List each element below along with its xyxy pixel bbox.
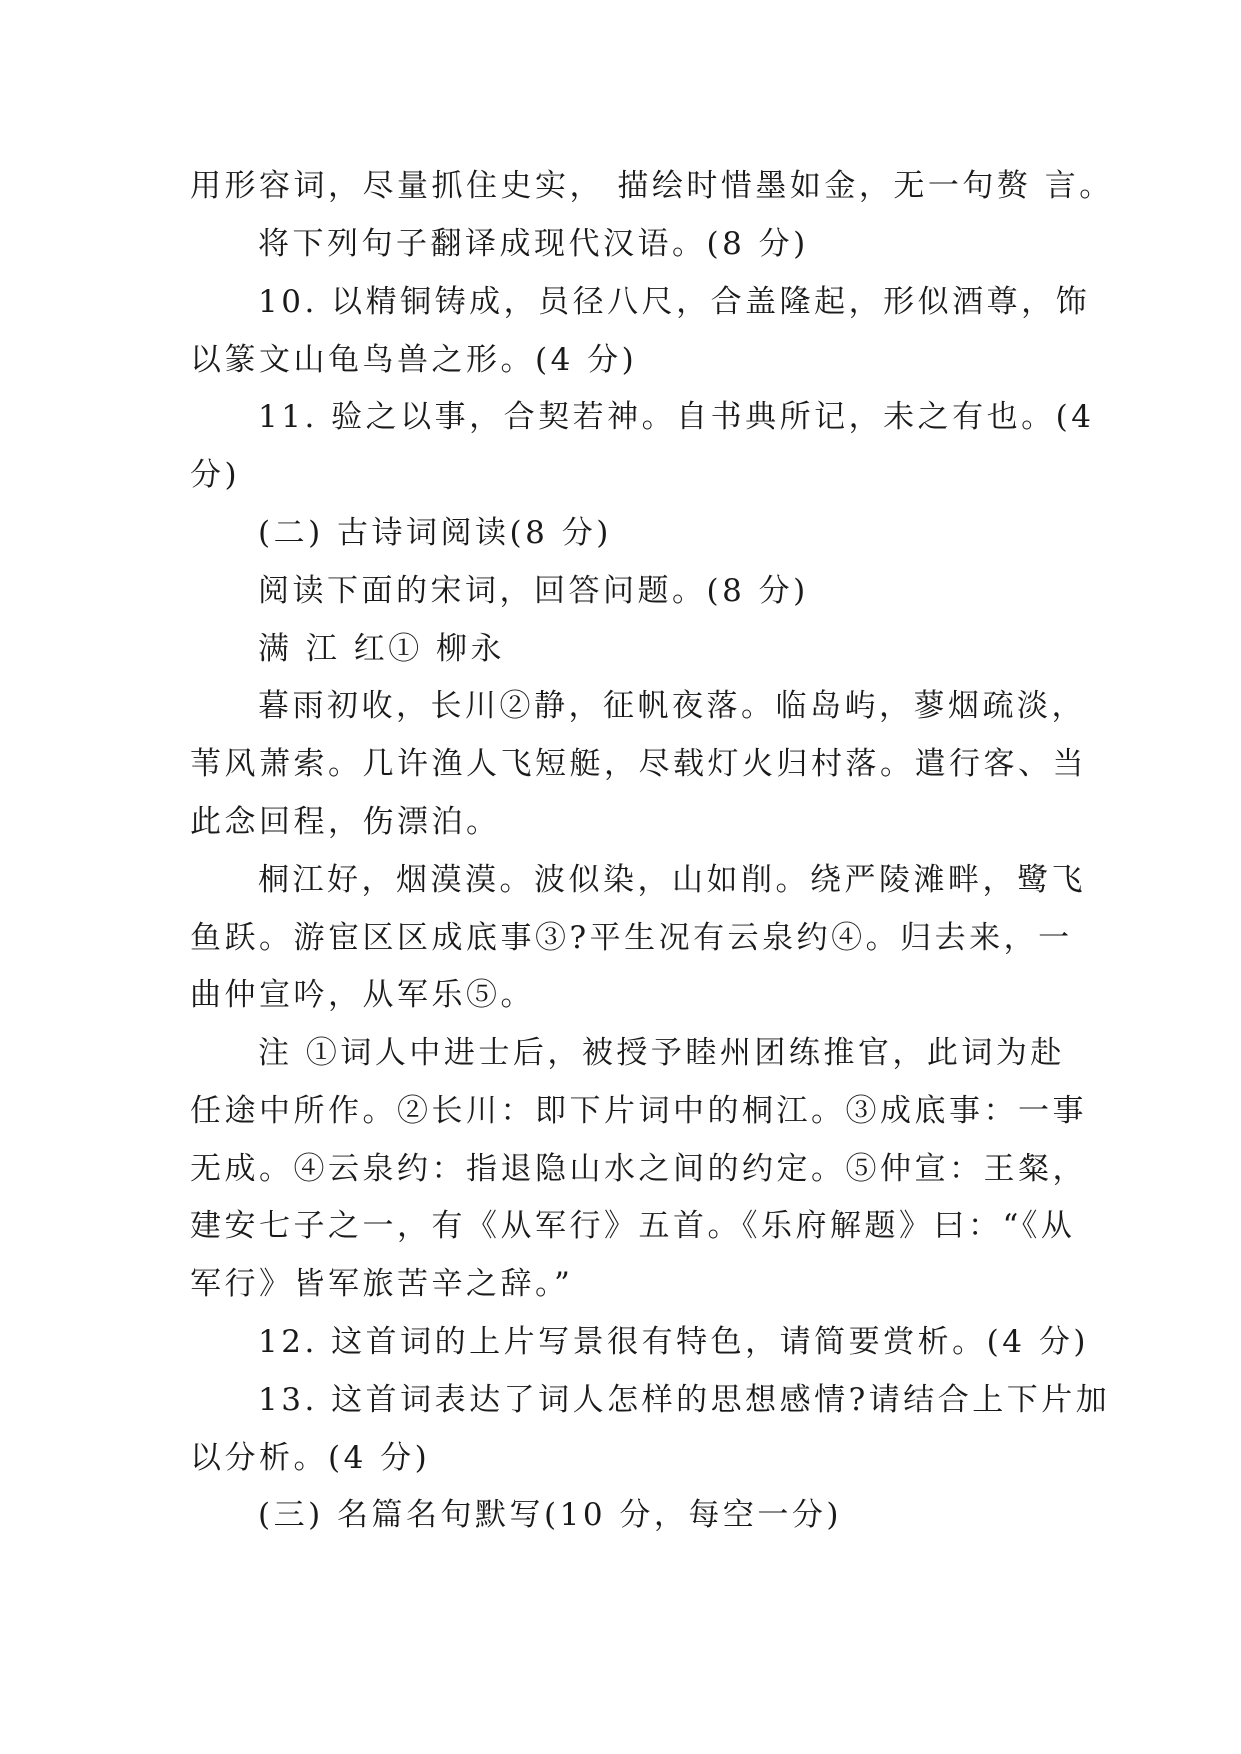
- text-line: 分): [190, 457, 241, 493]
- text-line: 阅读下面的宋词，回答问题。(8 分): [258, 573, 809, 609]
- note-line: 任途中所作。②长川：即下片词中的桐江。③成底事：一事: [190, 1093, 1087, 1129]
- note-line: 注 ①词人中进士后，被授予睦州团练推官，此词为赴: [258, 1035, 1065, 1071]
- section-heading: (三) 名篇名句默写(10 分，每空一分): [258, 1497, 843, 1533]
- question-12: 12. 这首词的上片写景很有特色，请简要赏析。(4 分): [258, 1324, 1089, 1360]
- poem-line: 此念回程，伤漂泊。: [190, 804, 501, 840]
- text-line: 以分析。(4 分): [190, 1440, 431, 1476]
- section-heading: (二) 古诗词阅读(8 分): [258, 515, 612, 551]
- question-11: 11. 验之以事，合契若神。自书典所记，未之有也。(4: [258, 399, 1095, 435]
- poem-line: 桐江好，烟漠漠。波似染，山如削。绕严陵滩畔，鹭飞: [258, 862, 1086, 898]
- poem-line: 暮雨初收，长川②静，征帆夜落。临岛屿，蓼烟疏淡，: [258, 688, 1086, 724]
- question-10: 10. 以精铜铸成，员径八尺，合盖隆起，形似酒尊，饰: [258, 284, 1091, 320]
- note-line: 无成。④云泉约：指退隐山水之间的约定。⑤仲宣：王粲，: [190, 1151, 1087, 1187]
- poem-line: 鱼跃。游宦区区成底事③?平生况有云泉约④。归去来，一: [190, 920, 1073, 956]
- note-line: 军行》皆军旅苦辛之辞。”: [190, 1266, 574, 1302]
- poem-line: 苇风萧索。几许渔人飞短艇，尽载灯火归村落。遣行客、当: [190, 746, 1087, 782]
- poem-title: 满 江 红① 柳永: [258, 631, 506, 667]
- question-13: 13. 这首词表达了词人怎样的思想感情?请结合上下片加: [258, 1382, 1111, 1418]
- text-line: 以篆文山龟鸟兽之形。(4 分): [190, 342, 638, 378]
- text-line: 用形容词，尽量抓住史实， 描绘时惜墨如金，无一句赘 言。: [190, 168, 1114, 204]
- poem-line: 曲仲宣吟，从军乐⑤。: [190, 977, 535, 1013]
- text-line: 将下列句子翻译成现代汉语。(8 分): [258, 226, 809, 262]
- note-line: 建安七子之一，有《从军行》五首。《乐府解题》曰：“《从: [190, 1208, 1076, 1244]
